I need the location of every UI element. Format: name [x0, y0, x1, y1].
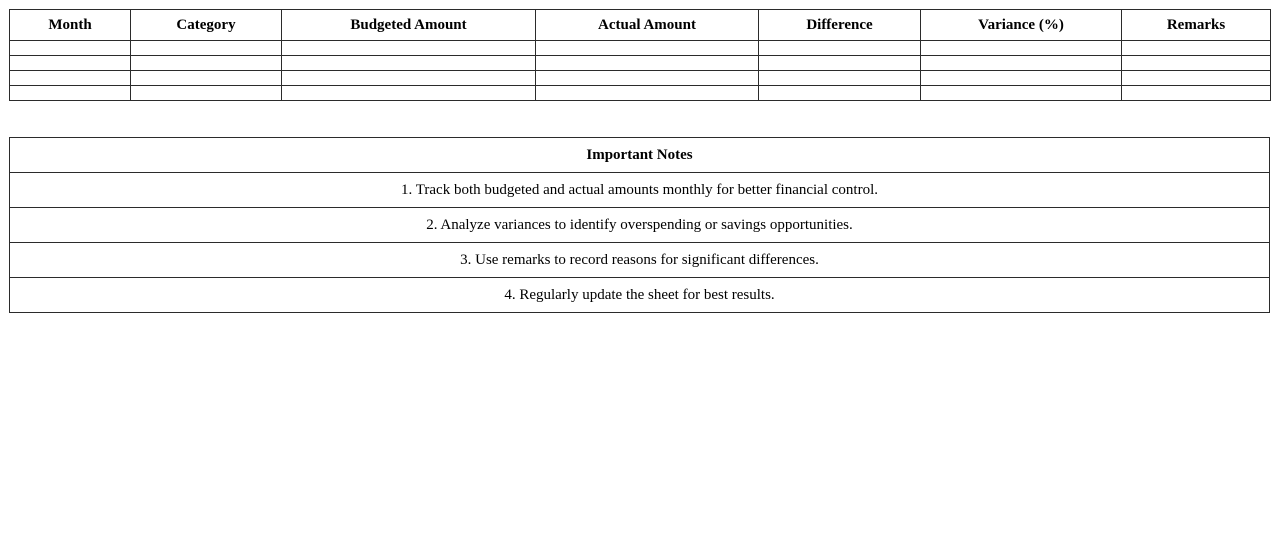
column-header-actual-amount[interactable]: Actual Amount: [536, 10, 759, 41]
cell-actual-amount[interactable]: [536, 71, 759, 86]
cell-difference[interactable]: [759, 71, 921, 86]
note-item-1: 1. Track both budgeted and actual amounts monthly for better financial control.: [10, 173, 1270, 208]
budget-tracker-table: [9, 9, 1271, 101]
column-header-variance[interactable]: Variance (%): [921, 10, 1122, 41]
cell-category[interactable]: [131, 71, 282, 86]
table-row: [10, 71, 1271, 86]
budget-table-body: [10, 41, 1271, 101]
cell-month[interactable]: [10, 71, 131, 86]
notes-header-row: [10, 138, 1270, 173]
cell-month[interactable]: [10, 56, 131, 71]
column-header-difference[interactable]: Difference: [759, 10, 921, 41]
table-header-row: [10, 10, 1271, 41]
notes-table-container: [9, 137, 1270, 313]
cell-variance[interactable]: [921, 71, 1122, 86]
cell-month[interactable]: [10, 86, 131, 101]
table-row: [10, 56, 1271, 71]
cell-difference[interactable]: [759, 41, 921, 56]
note-item-3: 3. Use remarks to record reasons for significant differences.: [10, 243, 1270, 278]
column-header-category[interactable]: Category: [131, 10, 282, 41]
important-notes-table: [9, 137, 1270, 313]
table-row: [10, 86, 1271, 101]
cell-difference[interactable]: [759, 56, 921, 71]
cell-month[interactable]: [10, 41, 131, 56]
note-item-4: 4. Regularly update the sheet for best results.: [10, 278, 1270, 313]
column-header-month[interactable]: Month: [10, 10, 131, 41]
column-header-remarks[interactable]: Remarks: [1122, 10, 1271, 41]
table-row: [10, 41, 1271, 56]
cell-actual-amount[interactable]: [536, 41, 759, 56]
cell-remarks[interactable]: [1122, 56, 1271, 71]
cell-budgeted-amount[interactable]: [282, 86, 536, 101]
budget-table-container: [9, 9, 1270, 101]
cell-budgeted-amount[interactable]: [282, 71, 536, 86]
cell-variance[interactable]: [921, 56, 1122, 71]
list-item: [10, 173, 1270, 208]
cell-remarks[interactable]: [1122, 71, 1271, 86]
cell-category[interactable]: [131, 56, 282, 71]
list-item: [10, 208, 1270, 243]
note-item-2: 2. Analyze variances to identify overspending or savings opportunities.: [10, 208, 1270, 243]
notes-title: Important Notes: [10, 138, 1270, 173]
cell-variance[interactable]: [921, 86, 1122, 101]
cell-actual-amount[interactable]: [536, 56, 759, 71]
list-item: [10, 278, 1270, 313]
cell-category[interactable]: [131, 86, 282, 101]
cell-difference[interactable]: [759, 86, 921, 101]
column-header-budgeted-amount[interactable]: Budgeted Amount: [282, 10, 536, 41]
list-item: [10, 243, 1270, 278]
cell-budgeted-amount[interactable]: [282, 56, 536, 71]
cell-variance[interactable]: [921, 41, 1122, 56]
cell-remarks[interactable]: [1122, 86, 1271, 101]
cell-category[interactable]: [131, 41, 282, 56]
cell-budgeted-amount[interactable]: [282, 41, 536, 56]
notes-table-header: [10, 138, 1270, 173]
cell-remarks[interactable]: [1122, 41, 1271, 56]
budget-table-header: [10, 10, 1271, 41]
cell-actual-amount[interactable]: [536, 86, 759, 101]
notes-table-body: [10, 173, 1270, 313]
